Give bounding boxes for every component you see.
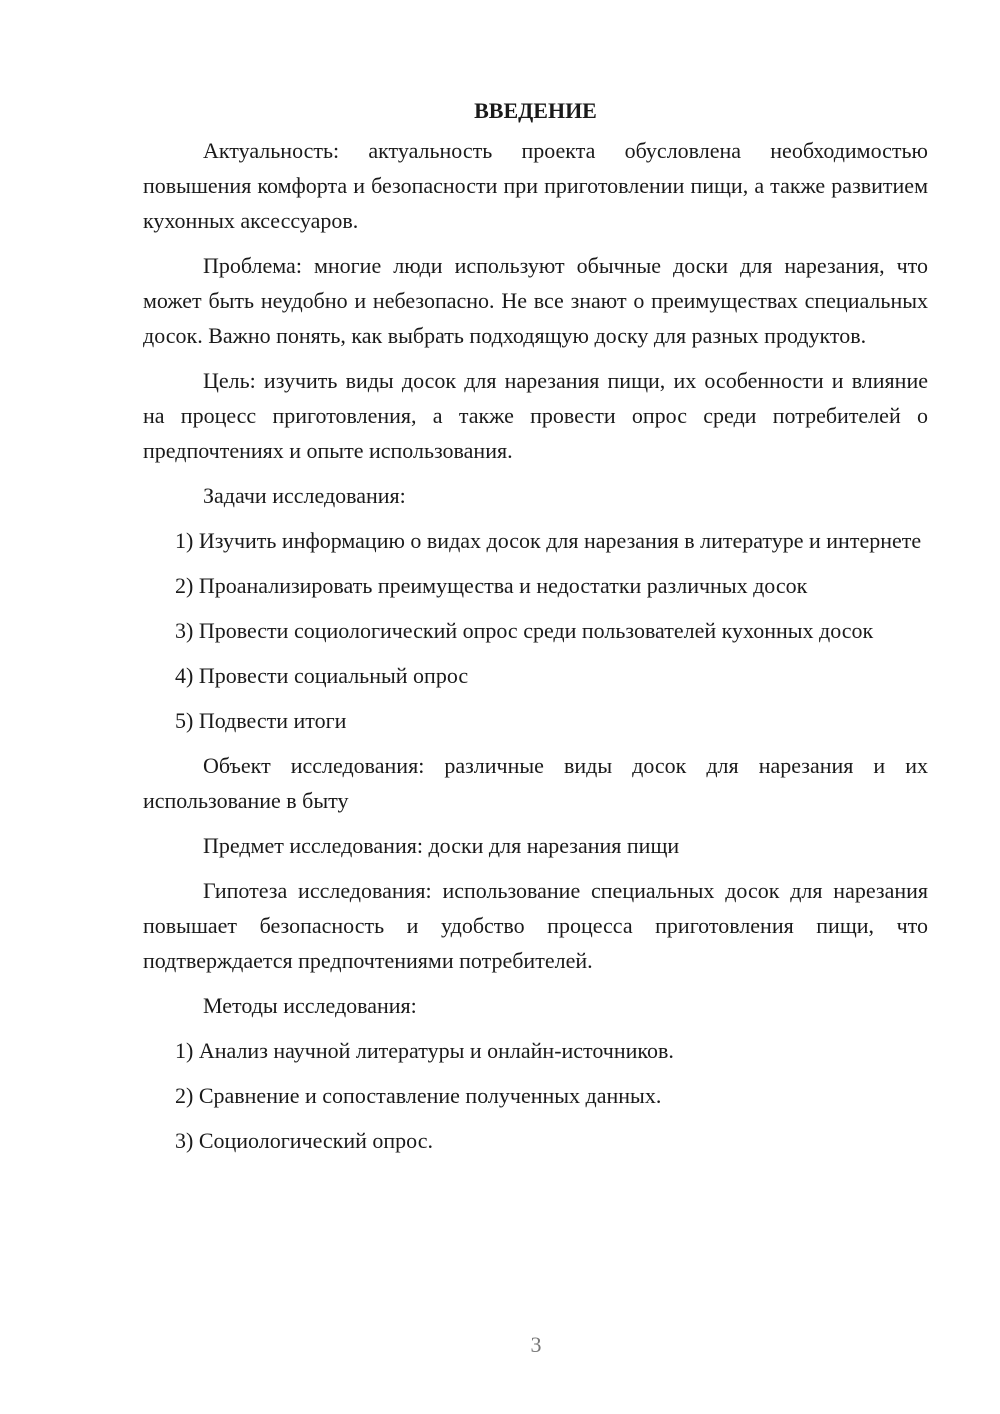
methods-title: Методы исследования: bbox=[203, 993, 417, 1018]
relevance-paragraph: Актуальность: актуальность проекта обусловлена необходимостью повышения комфорта и безопасности при приготовлении пищи, а также развитием кухонных аксессуаров. bbox=[143, 138, 928, 233]
task-item-4: 4) Провести социальный опрос bbox=[175, 663, 469, 688]
method-item-2: 2) Сравнение и сопоставление полученных данных. bbox=[175, 1083, 662, 1108]
subject-paragraph: Предмет исследования: доски для нарезания пищи bbox=[203, 833, 680, 858]
method-item-1: 1) Анализ научной литературы и онлайн-источников. bbox=[175, 1038, 674, 1063]
task-item-1: 1) Изучить информацию о видах досок для нарезания в литературе и интернете bbox=[175, 528, 922, 553]
method-item-3: 3) Социологический опрос. bbox=[175, 1128, 433, 1153]
tasks-title: Задачи исследования: bbox=[203, 483, 406, 508]
task-item-3: 3) Провести социологический опрос среди пользователей кухонных досок bbox=[175, 618, 874, 643]
page-number: 3 bbox=[530, 1332, 542, 1357]
problem-paragraph: Проблема: многие люди используют обычные доски для нарезания, что может быть неудобно и небезопасно. Не все знают о преимуществах специальных досок. Важно понять, как выбрать подходящую доску для разных продуктов. bbox=[143, 253, 928, 348]
object-paragraph: Объект исследования: различные виды досок для нарезания и их использование в быту bbox=[143, 753, 928, 813]
hypothesis-paragraph: Гипотеза исследования: использование специальных досок для нарезания повышает безопасность и удобство процесса приготовления пищи, что подтверждается предпочтениями потребителей. bbox=[143, 878, 928, 973]
task-item-2: 2) Проанализировать преимущества и недостатки различных досок bbox=[175, 573, 808, 598]
document-page bbox=[143, 93, 928, 1168]
goal-paragraph: Цель: изучить виды досок для нарезания пищи, их особенности и влияние на процесс приготовления, а также провести опрос среди потребителей о предпочтениях и опыте использования. bbox=[143, 368, 928, 463]
task-item-5: 5) Подвести итоги bbox=[175, 708, 347, 733]
section-heading: ВВЕДЕНИЕ bbox=[474, 98, 597, 123]
